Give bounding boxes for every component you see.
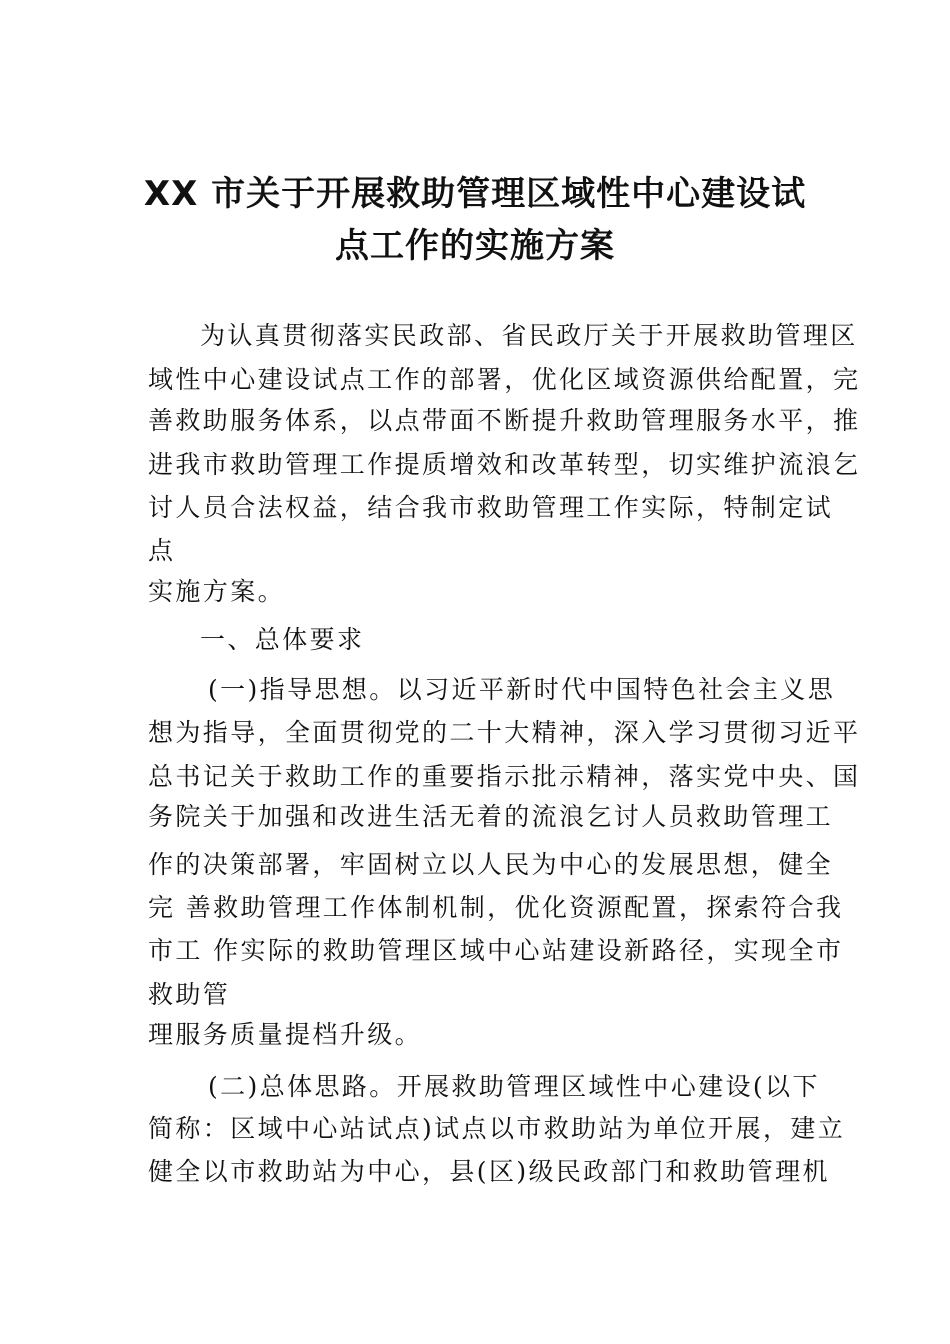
body-line: (二)总体思路。开展救助管理区域性中心建设(以下	[208, 1072, 820, 1101]
body-line: 作的决策部署，牢固树立以人民为中心的发展思想，健全	[148, 850, 834, 879]
body-line: 简称：区域中心站试点)试点以市救助站为单位开展，建立	[148, 1114, 846, 1143]
body-line: 完 善救助管理工作体制机制，优化资源配置，探索符合我	[148, 893, 844, 922]
document-title-line-1: XX 市关于开展救助管理区域性中心建设试	[143, 174, 807, 214]
body-line: (一)指导思想。以习近平新时代中国特色社会主义思	[208, 675, 836, 704]
body-line: 为认真贯彻落实民政部、省民政厅关于开展救助管理区	[200, 321, 858, 350]
body-line: 域性中心建设试点工作的部署，优化区域资源供给配置，完	[148, 365, 861, 394]
body-line: 进我市救助管理工作提质增效和改革转型，切实维护流浪乞	[148, 450, 861, 479]
body-line: 健全以市救助站为中心，县(区)级民政部门和救助管理机	[148, 1157, 830, 1186]
body-line: 实施方案。	[148, 577, 286, 606]
body-line: 救助管	[148, 980, 231, 1009]
body-line: 市工 作实际的救助管理区域中心站建设新路径，实现全市	[148, 936, 844, 965]
body-line: 总书记关于救助工作的重要指示批示精神，落实党中央、国	[148, 762, 861, 791]
body-line: 讨人员合法权益，结合我市救助管理工作实际，特制定试	[148, 493, 834, 522]
body-line: 理服务质量提档升级。	[148, 1020, 423, 1049]
section-heading: 一、总体要求	[200, 625, 365, 654]
body-line: 点	[148, 536, 176, 565]
document-title-line-2: 点工作的实施方案	[335, 226, 615, 266]
body-line: 善救助服务体系，以点带面不断提升救助管理服务水平，推	[148, 406, 861, 435]
body-line: 务院关于加强和改进生活无着的流浪乞讨人员救助管理工	[148, 802, 834, 831]
body-line: 想为指导，全面贯彻党的二十大精神，深入学习贯彻习近平	[148, 718, 861, 747]
